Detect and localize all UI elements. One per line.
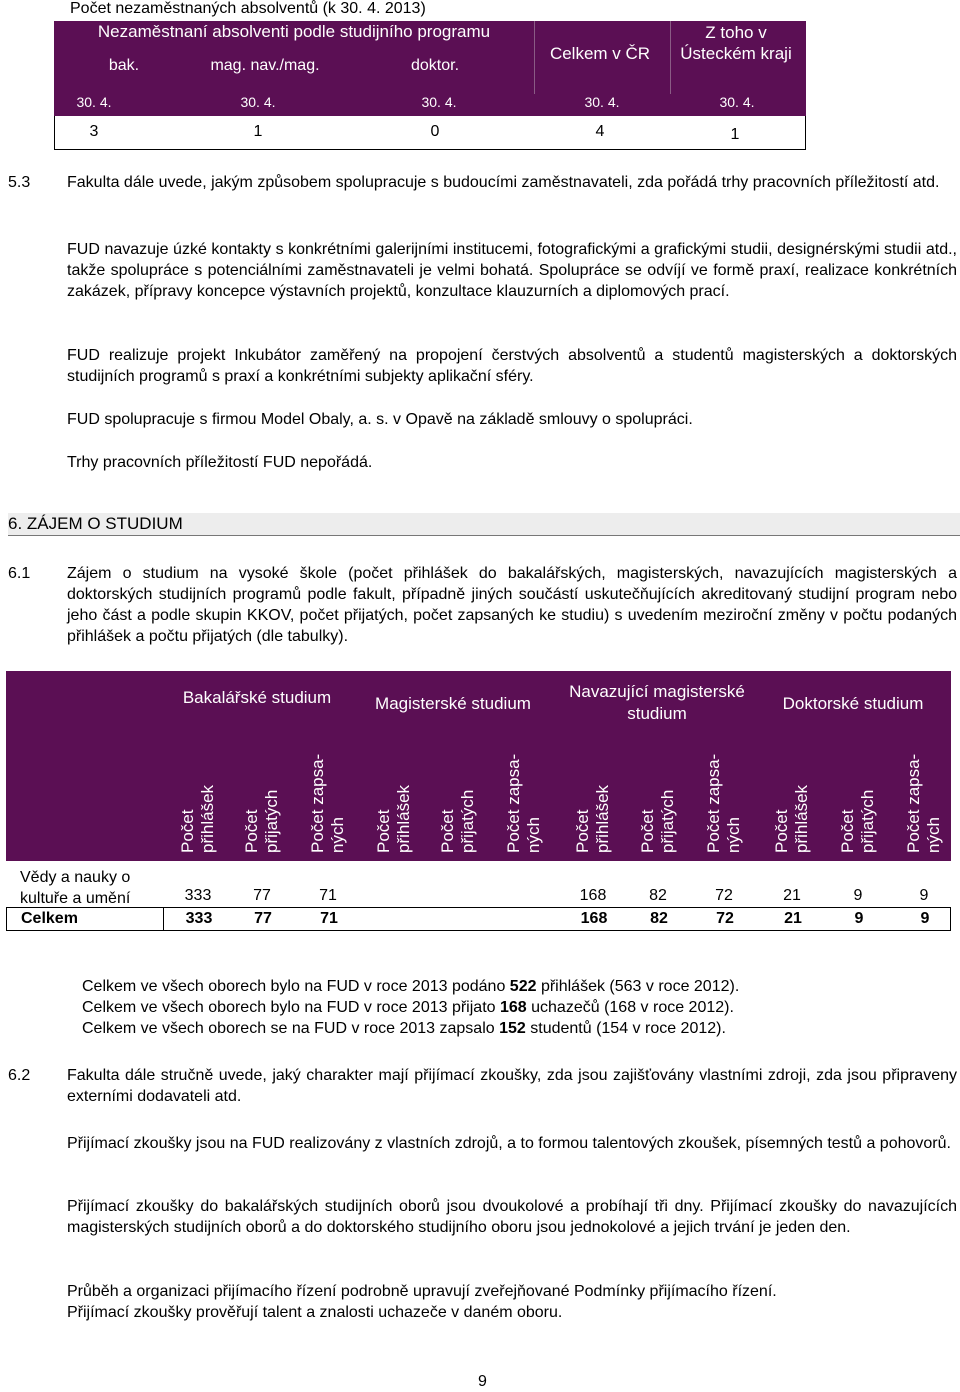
table-cell: 71 bbox=[319, 887, 337, 904]
subcol-header bbox=[166, 741, 230, 857]
summary-text-end: studentů (154 v roce 2012). bbox=[525, 1020, 726, 1037]
table-cell: 21 bbox=[783, 887, 801, 904]
table-cell: 333 bbox=[185, 910, 213, 927]
subcol-header-label: Počet zapsa- ných bbox=[504, 753, 543, 853]
summary-line bbox=[82, 1018, 726, 1039]
subcol-header bbox=[892, 741, 956, 857]
subcol-header-label: Počet přihlášek bbox=[374, 784, 413, 853]
summary-text-end: uchazečů (168 v roce 2012). bbox=[526, 999, 734, 1016]
group-master: Magisterské studium bbox=[375, 694, 531, 713]
label-column-divider bbox=[163, 907, 164, 931]
table1-value-total: 4 bbox=[595, 123, 605, 140]
section-5-3-text: Fakulta dále uvede, jakým způsobem spolupracuje s budoucími zaměstnavateli, zda pořádá trhy pracovních příležitostí atd. bbox=[67, 174, 940, 191]
group-doctoral: Doktorské studium bbox=[782, 694, 924, 713]
table1-col-total: Celkem v ČR bbox=[549, 44, 651, 63]
table-cell: 9 bbox=[920, 910, 930, 927]
table-row-total bbox=[6, 907, 951, 931]
summary-line bbox=[82, 997, 734, 1018]
table-cell: 82 bbox=[649, 887, 667, 904]
section-5-3-para4: Trhy pracovních příležitostí FUD nepořádá. bbox=[67, 454, 373, 471]
table1-divider-v2 bbox=[670, 21, 671, 94]
section-5-3-para1: FUD navazuje úzké kontakty s konkrétními galerijními institucemi, fotografickými a grafickými studii, designérskými studii atd., takže spolupráce s potenciálními zaměstnavateli je velmi bohatá. Spolupráce se odvíjí ve formě praxí, realizace konkrétních zakázek, přípravy koncepce výstavních projektů, konzultace klauzurních a diplomových prací. bbox=[67, 241, 957, 300]
table-cell: 168 bbox=[580, 910, 608, 927]
subcol-header-label: Počet zapsa- ných bbox=[308, 753, 347, 853]
table-cell: 9 bbox=[853, 887, 863, 904]
table1-group-header: Nezaměstnaní absolventi podle studijního programu bbox=[97, 22, 491, 41]
table-cell: 82 bbox=[650, 910, 668, 927]
table-cell: 72 bbox=[715, 887, 733, 904]
table1-date-3: 30. 4. bbox=[421, 94, 457, 110]
table-cell: 77 bbox=[254, 910, 272, 927]
section-6-1-number: 6.1 bbox=[8, 565, 31, 582]
page-number: 9 bbox=[478, 1373, 487, 1390]
table-cell: 9 bbox=[919, 887, 929, 904]
table-cell: 168 bbox=[579, 887, 607, 904]
subcol-header bbox=[626, 741, 690, 857]
summary-number: 168 bbox=[499, 999, 527, 1016]
table-cell: 333 bbox=[184, 887, 212, 904]
table1-col-doktor: doktor. bbox=[410, 57, 460, 74]
section-6-2-para1: Přijímací zkoušky jsou na FUD realizovány z vlastních zdrojů, a to formou talentových zkoušek, písemných testů a pohovorů. bbox=[67, 1135, 951, 1152]
section-6-1-text: Zájem o studium na vysoké škole (počet přihlášek do bakalářských, magisterských, navazujících magisterských a doktorských studijních programů podle fakult, případně jiných součástí uskutečňujících akreditovaný studijní program nebo jeho část a podle skupin KKOV, počet přijatých, počet zapsaných ke studiu) s uvedením meziroční změny v počtu podaných přihlášek a počtu přijatých (dle tabulky). bbox=[67, 565, 957, 645]
table-cell: 77 bbox=[253, 887, 271, 904]
table1-date-4: 30. 4. bbox=[584, 94, 620, 110]
table1-col-bak: bak. bbox=[108, 57, 140, 74]
row-label: Vědy a nauky o kultuře a umění bbox=[20, 869, 131, 907]
subcol-header bbox=[760, 741, 824, 857]
table1-value-mag: 1 bbox=[253, 123, 263, 140]
subcol-header bbox=[230, 741, 294, 857]
subcol-header bbox=[692, 741, 756, 857]
subcol-header-label: Počet zapsa- ných bbox=[704, 753, 743, 853]
subcol-header bbox=[826, 741, 890, 857]
section-6-2-para3a: Průběh a organizaci přijímacího řízení podrobně upravují zveřejňované Podmínky přijímacího řízení. bbox=[67, 1283, 777, 1300]
summary-text: Celkem ve všech oborech se na FUD v roce 2013 zapsalo bbox=[82, 1020, 500, 1037]
row-label-total: Celkem bbox=[21, 910, 78, 927]
admissions-table bbox=[6, 671, 951, 933]
summary-number: 522 bbox=[509, 978, 537, 995]
group-follow-up-master: Navazující magisterské studium bbox=[569, 682, 745, 723]
table1-col-region: Z toho v Ústeckém kraji bbox=[680, 23, 792, 63]
section-6-2-para3b: Přijímací zkoušky prověřují talent a znalosti uchazeče v daném oboru. bbox=[67, 1304, 563, 1321]
subcol-header-label: Počet přijatých bbox=[838, 789, 877, 853]
section-5-3-para2: FUD realizuje projekt Inkubátor zaměřený na propojení čerstvých absolventů a studentů magisterských a doktorských studijních programů s praxí a konkrétními subjekty aplikační sféry. bbox=[67, 347, 957, 385]
section-6-heading: 6. ZÁJEM O STUDIUM bbox=[8, 513, 960, 536]
subcol-header-label: Počet přihlášek bbox=[178, 784, 217, 853]
subcol-header-label: Počet přihlášek bbox=[573, 784, 612, 853]
subcol-header-label: Počet zapsa- ných bbox=[904, 753, 943, 853]
table-cell: 21 bbox=[784, 910, 802, 927]
section-6-2-text: Fakulta dále stručně uvede, jaký charakter mají přijímací zkoušky, zda jsou zajišťovány vlastními zdroji, zda jsou připraveny externími dodavateli atd. bbox=[67, 1067, 957, 1105]
table1-value-doktor: 0 bbox=[430, 123, 440, 140]
subcol-header bbox=[296, 741, 360, 857]
table1-date-5: 30. 4. bbox=[719, 94, 755, 110]
section-6-2-para2: Přijímací zkoušky do bakalářských studijních oborů jsou dvoukolové a probíhají tři dny. Přijímací zkoušky do navazujících magisterských studijních oborů a do doktorského studijního oboru jsou jednokolové a jejich trvání je jeden den. bbox=[67, 1198, 957, 1236]
section-5-3-number: 5.3 bbox=[8, 174, 31, 191]
summary-text: Celkem ve všech oborech bylo na FUD v roce 2013 přijato bbox=[82, 999, 500, 1016]
section-5-3-para3: FUD spolupracuje s firmou Model Obaly, a. s. v Opavě na základě smlouvy o spolupráci. bbox=[67, 411, 693, 428]
subcol-header-label: Počet přihlášek bbox=[772, 784, 811, 853]
table1-value-region: 1 bbox=[730, 126, 740, 143]
subcol-header-label: Počet přijatých bbox=[242, 789, 281, 853]
table1-title: Počet nezaměstnaných absolventů (k 30. 4. 2013) bbox=[70, 0, 426, 17]
group-bachelor: Bakalářské studium bbox=[182, 688, 332, 707]
summary-line bbox=[82, 976, 739, 997]
table-cell: 71 bbox=[320, 910, 338, 927]
section-6-2-number: 6.2 bbox=[8, 1067, 31, 1084]
table1-date-2: 30. 4. bbox=[240, 94, 276, 110]
table-cell: 72 bbox=[716, 910, 734, 927]
table1-col-mag: mag. nav./mag. bbox=[210, 57, 320, 74]
table1-date-1: 30. 4. bbox=[76, 94, 112, 110]
table1-value-bak: 3 bbox=[89, 123, 99, 140]
summary-number: 152 bbox=[499, 1020, 526, 1037]
summary-text: Celkem ve všech oborech bylo na FUD v roce 2013 podáno bbox=[82, 978, 510, 995]
subcol-header bbox=[561, 741, 625, 857]
subcol-header-label: Počet přijatých bbox=[438, 789, 477, 853]
table-cell: 9 bbox=[854, 910, 864, 927]
subcol-header-label: Počet přijatých bbox=[638, 789, 677, 853]
subcol-header bbox=[492, 741, 556, 857]
summary-text-end: přihlášek (563 v roce 2012). bbox=[536, 978, 740, 995]
subcol-header bbox=[362, 741, 426, 857]
table1-divider-v bbox=[534, 21, 535, 94]
table-row bbox=[6, 867, 951, 907]
subcol-header bbox=[426, 741, 490, 857]
